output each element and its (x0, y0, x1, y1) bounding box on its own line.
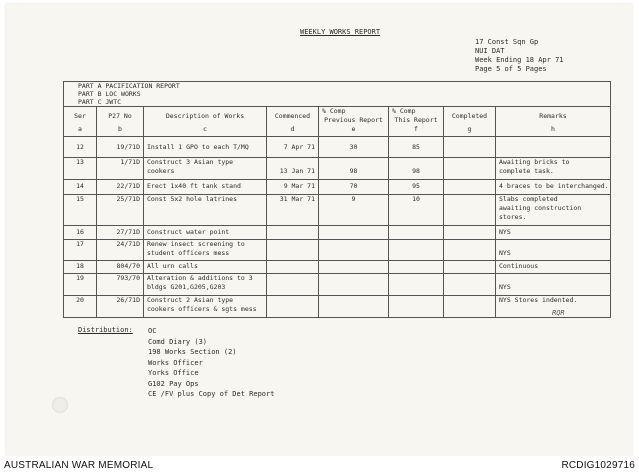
header-remarks: Remarks (496, 107, 611, 126)
header-ser: Ser (64, 107, 97, 126)
cell-completed (444, 273, 496, 295)
week-ending: Week Ending 18 Apr 71 (475, 56, 564, 64)
cell-comp-previous (319, 295, 389, 317)
cell-remarks-line2: complete task. (499, 166, 554, 175)
cell-description (144, 239, 267, 260)
distribution-item: CE /FV plus Copy of Det Report (148, 390, 275, 398)
cell-description-line2: cookers officers & sgts mess (147, 304, 257, 313)
handwritten-initials: RQR (552, 309, 565, 317)
cell-remarks: NYS (496, 273, 611, 295)
cell-description: All urn calls (144, 260, 267, 273)
cell-p27: 804/70 (97, 260, 144, 273)
cell-commenced (267, 225, 319, 239)
header-comp-previous-line1: % Comp (322, 107, 346, 115)
column-letter: c (144, 125, 267, 136)
part-a-label: PART A PACIFICATION REPORT (78, 82, 180, 90)
cell-commenced: 13 Jan 71 (267, 157, 319, 179)
archive-footer (0, 456, 639, 474)
cell-remarks-line3: stores. (499, 212, 527, 221)
cell-description (144, 295, 267, 317)
cell-description-line2: cookers (147, 166, 175, 175)
distribution-item: OC (148, 327, 157, 335)
punch-hole (52, 397, 68, 413)
cell-ser: 14 (64, 179, 97, 194)
page-number: Page 5 of 5 Pages (475, 65, 547, 73)
cell-comp-previous: 30 (319, 136, 389, 157)
cell-ser: 19 (64, 273, 97, 295)
cell-remarks: 4 braces to be interchanged. (496, 179, 611, 194)
column-letter: d (267, 125, 319, 136)
cell-completed (444, 157, 496, 179)
cell-ser: 16 (64, 225, 97, 239)
table-row (64, 136, 611, 157)
column-letter: a (64, 125, 97, 136)
footer-institution: AUSTRALIAN WAR MEMORIAL (4, 460, 154, 471)
column-letter: e (319, 125, 389, 136)
distribution-item: G102 Pay Ops (148, 379, 199, 388)
distribution-item: Yorks Office (148, 369, 199, 377)
cell-comp-previous (319, 260, 389, 273)
part-b-label: PART B LOC WORKS (78, 90, 141, 98)
cell-comp-this (389, 295, 444, 317)
column-letter: f (389, 125, 444, 136)
document-title: WEEKLY WORKS REPORT (300, 28, 381, 36)
cell-comp-previous: 98 (319, 157, 389, 179)
header-comp-previous-line2: Previous Report (324, 116, 383, 124)
cell-completed (444, 260, 496, 273)
cell-remarks-line1: Awaiting bricks to (499, 157, 570, 166)
column-letter: g (444, 125, 496, 136)
cell-ser: 12 (64, 136, 97, 157)
table-row (64, 157, 611, 179)
distribution-item: 198 Works Section (2) (148, 348, 237, 356)
cell-description-line2: bldgs G201,G205,G203 (147, 282, 226, 291)
cell-comp-previous: 70 (319, 179, 389, 194)
part-c-label: PART C JWTC (78, 98, 122, 106)
cell-p27: 22/71D (97, 179, 144, 194)
cell-ser: 18 (64, 260, 97, 273)
cell-ser: 20 (64, 295, 97, 317)
cell-remarks-line1: Slabs completed (499, 194, 558, 203)
cell-comp-this: 95 (389, 179, 444, 194)
cell-commenced (267, 295, 319, 317)
cell-comp-this: 85 (389, 136, 444, 157)
header-comp-this (389, 107, 444, 126)
cell-description-line1: Renew insect screening to (147, 239, 245, 248)
cell-commenced: 31 Mar 71 (267, 194, 319, 225)
cell-comp-previous (319, 225, 389, 239)
cell-comp-this (389, 239, 444, 260)
table-row (64, 179, 611, 194)
cell-remarks: NYS (496, 239, 611, 260)
footer-record-id: RCDIG1029716 (561, 460, 635, 471)
cell-description: Erect 1x40 ft tank stand (144, 179, 267, 194)
cell-p27: 1/71D (97, 157, 144, 179)
header-commenced: Commenced (267, 107, 319, 126)
works-table (63, 81, 611, 318)
cell-p27: 24/71D (97, 239, 144, 260)
table-row (64, 239, 611, 260)
cell-p27: 26/71D (97, 295, 144, 317)
cell-remarks: NYS (496, 225, 611, 239)
cell-p27: 19/71D (97, 136, 144, 157)
cell-completed (444, 136, 496, 157)
cell-description-line2: student officers mess (147, 248, 230, 257)
distribution-item: Works Officer (148, 358, 203, 367)
cell-p27: 25/71D (97, 194, 144, 225)
cell-comp-this: 98 (389, 157, 444, 179)
cell-description: Construct water point (144, 225, 267, 239)
table-header-row (64, 107, 611, 126)
table-row (64, 225, 611, 239)
cell-description-line1: Construct 2 Asian type (147, 295, 234, 304)
table-row (64, 194, 611, 225)
cell-description: Const 5x2 hole latrines (144, 194, 267, 225)
table-row (64, 260, 611, 273)
cell-comp-this: 10 (389, 194, 444, 225)
header-p27: P27 No (97, 107, 144, 126)
cell-comp-previous (319, 239, 389, 260)
cell-comp-this (389, 225, 444, 239)
header-completed: Completed (444, 107, 496, 126)
header-comp-previous (319, 107, 389, 126)
column-letter: b (97, 125, 144, 136)
cell-p27: 793/70 (97, 273, 144, 295)
cell-remarks-line2: awaiting construction (499, 203, 582, 212)
cell-comp-previous (319, 273, 389, 295)
header-description: Description of Works (144, 107, 267, 126)
cell-description: Install 1 GPO to each T/MQ (144, 136, 267, 157)
cell-comp-previous: 9 (319, 194, 389, 225)
cell-remarks: NYS Stores indented. (496, 295, 611, 317)
cell-completed (444, 225, 496, 239)
table-row (64, 295, 611, 317)
cell-remarks: Continuous (496, 260, 611, 273)
unit-name: 17 Const Sqn Gp (475, 38, 539, 46)
table-row (64, 273, 611, 295)
cell-ser: 13 (64, 157, 97, 179)
cell-remarks (496, 136, 611, 157)
cell-commenced (267, 273, 319, 295)
table-spacer-row (64, 82, 611, 107)
distribution-item: Comd Diary (3) (148, 337, 208, 346)
cell-remarks (496, 194, 611, 225)
distribution-label: Distribution: (78, 326, 133, 334)
cell-completed (444, 295, 496, 317)
cell-ser: 15 (64, 194, 97, 225)
cell-completed (444, 179, 496, 194)
cell-commenced (267, 239, 319, 260)
cell-commenced: 7 Apr 71 (267, 136, 319, 157)
header-comp-this-line1: % Comp (392, 107, 416, 115)
cell-description-line1: Alteration & additions to 3 (147, 273, 253, 282)
cell-description (144, 273, 267, 295)
cell-completed (444, 194, 496, 225)
cell-completed (444, 239, 496, 260)
column-letter-row (64, 125, 611, 136)
cell-p27: 27/71D (97, 225, 144, 239)
cell-remarks (496, 157, 611, 179)
column-letter: h (496, 125, 611, 136)
distribution-list (148, 326, 274, 400)
cell-description (144, 157, 267, 179)
cell-ser: 17 (64, 239, 97, 260)
cell-comp-this (389, 273, 444, 295)
cell-commenced: 9 Mar 71 (267, 179, 319, 194)
location: NUI DAT (475, 47, 505, 55)
cell-commenced (267, 260, 319, 273)
header-comp-this-line2: This Report (394, 116, 438, 124)
cell-description-line1: Construct 3 Asian type (147, 157, 234, 166)
cell-comp-this (389, 260, 444, 273)
